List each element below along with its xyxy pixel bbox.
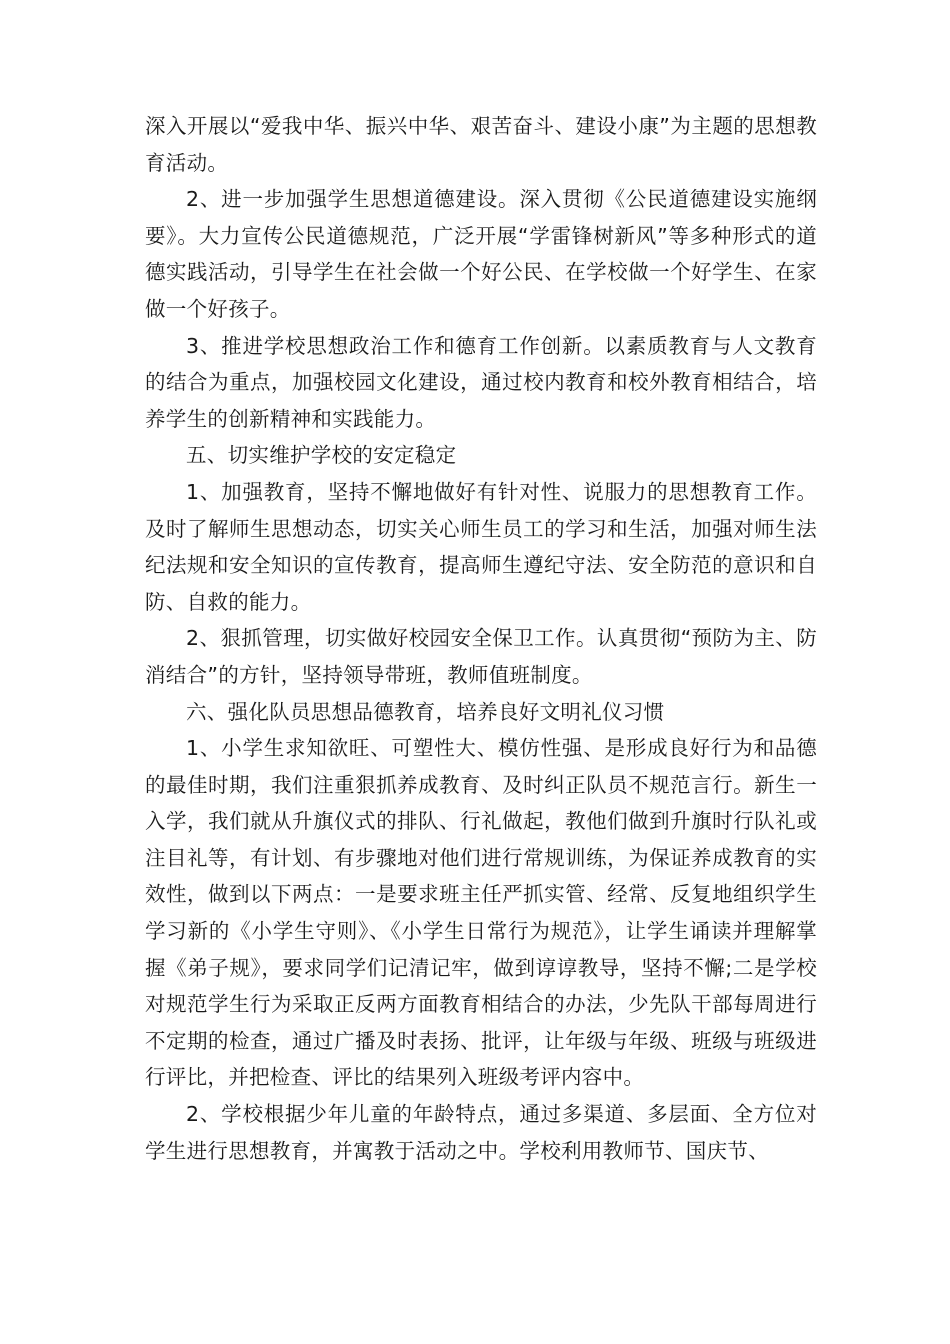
paragraph-5: 2、狠抓管理，切实做好校园安全保卫工作。认真贯彻“预防为主、防消结合”的方针，坚持领导带班，教师值班制度。 — [145, 626, 817, 687]
paragraph-4: 1、加强教育，坚持不懈地做好有针对性、说服力的思想教育工作。及时了解师生思想动态，切实关心师生员工的学习和生活，加强对师生法纪法规和安全知识的宣传教育，提高师生遵纪守法、安全防范的意识和自防、自救的能力。 — [145, 479, 817, 614]
paragraph-6: 1、小学生求知欲旺、可塑性大、模仿性强、是形成良好行为和品德的最佳时期，我们注重狠抓养成教育、及时纠正队员不规范言行。新生一入学，我们就从升旗仪式的排队、行礼做起，教他们做到升旗时行队礼或注目礼等，有计划、有步骤地对他们进行常规训练，为保证养成教育的实效性，做到以下两点：一是要求班主任严抓实管、经常、反复地组织学生学习新的《小学生守则》、《小学生日常行为规范》，让学生诵读并理解掌握《弟子规》，要求同学们记清记牢，做到谆谆教导，坚持不懈;二是学校对规范学生行为采取正反两方面教育相结合的办法，少先队干部每周进行不定期的检查，通过广播及时表扬、批评，让年级与年级、班级与班级进行评比，并把检查、评比的结果列入班级考评内容中。 — [145, 736, 817, 1090]
paragraph-2: 2、进一步加强学生思想道德建设。深入贯彻《公民道德建设实施纲要》。大力宣传公民道德规范，广泛开展“学雷锋树新风”等多种形式的道德实践活动，引导学生在社会做一个好公民、在学校做一个好学生、在家做一个好孩子。 — [145, 187, 817, 321]
section-heading-5: 五、切实维护学校的安定稳定 — [186, 443, 457, 468]
section-heading-6: 六、强化队员思想品德教育，培养良好文明礼仪习惯 — [186, 699, 665, 724]
paragraph-3: 3、推进学校思想政治工作和德育工作创新。以素质教育与人文教育的结合为重点，加强校园文化建设，通过校内教育和校外教育相结合，培养学生的创新精神和实践能力。 — [145, 333, 817, 431]
paragraph-1: 深入开展以“爱我中华、振兴中华、艰苦奋斗、建设小康”为主题的思想教育活动。 — [145, 114, 817, 175]
document-body — [145, 108, 817, 1169]
paragraph-7: 2、学校根据少年儿童的年龄特点，通过多渠道、多层面、全方位对学生进行思想教育，并寓教于活动之中。学校利用教师节、国庆节、 — [145, 1102, 817, 1163]
